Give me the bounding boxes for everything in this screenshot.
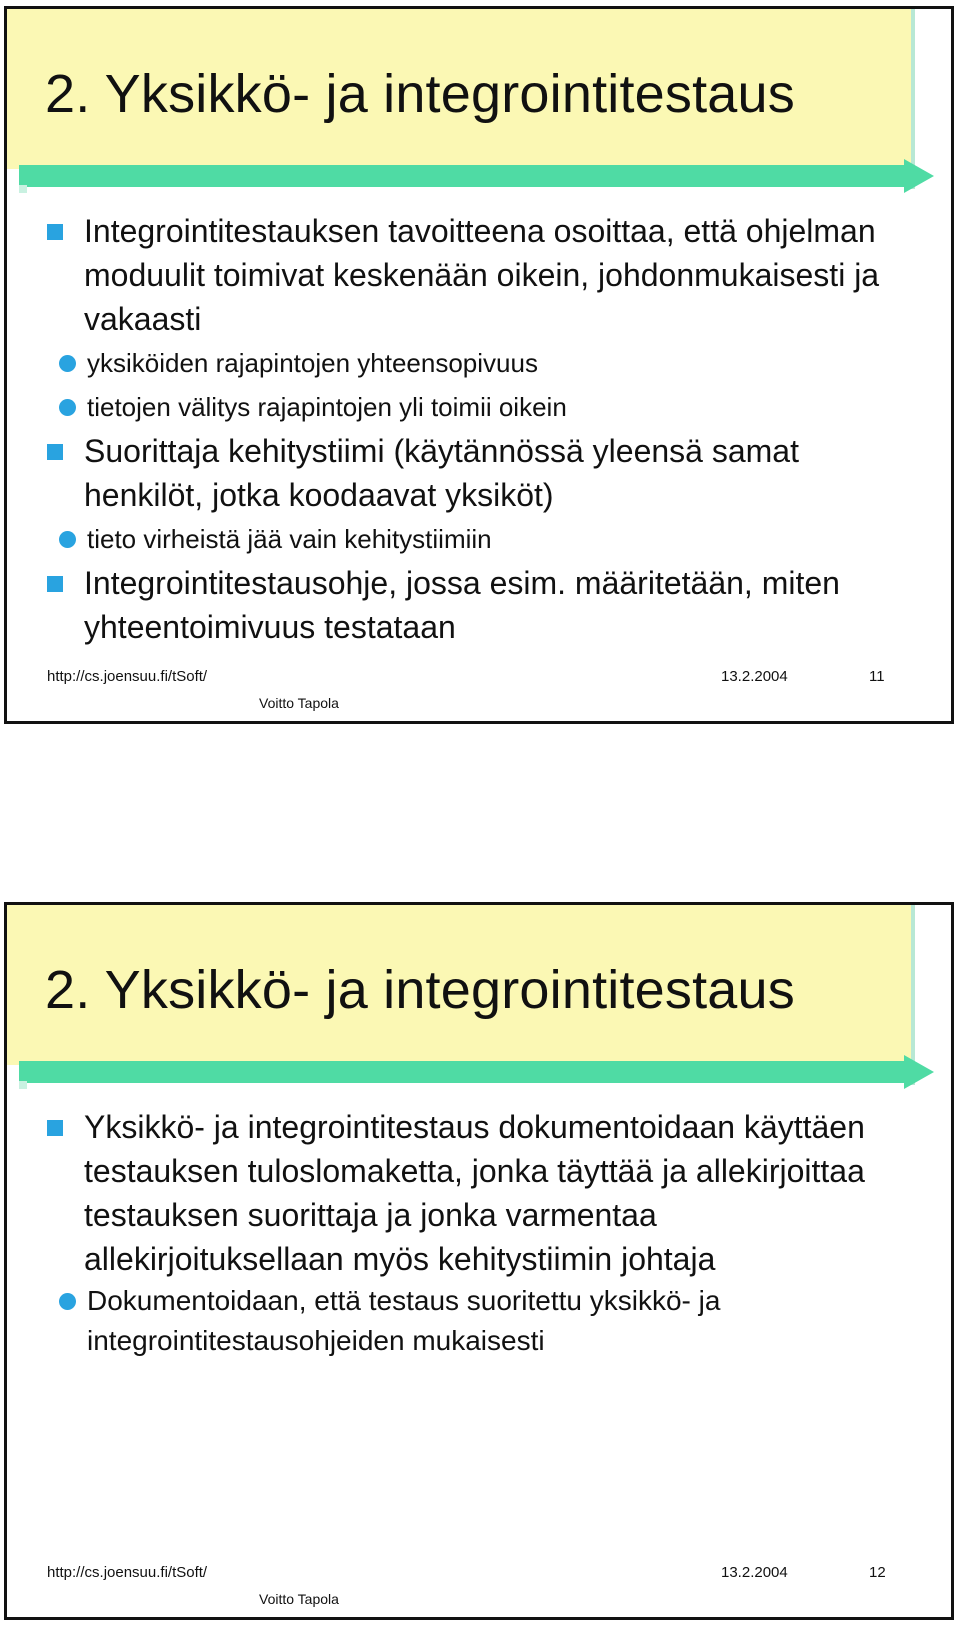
bullet-item bbox=[47, 561, 891, 649]
square-bullet-icon bbox=[47, 224, 63, 240]
footer-url: http://cs.joensuu.fi/tSoft/ bbox=[47, 1564, 208, 1581]
sub-bullet-item bbox=[47, 341, 891, 385]
footer-date: 13.2.2004 bbox=[721, 1564, 788, 1581]
square-bullet-icon bbox=[47, 444, 63, 460]
bullet-text: Integrointitestauksen tavoitteena osoittaa, että ohjelman moduulit toimivat keskenään oikein, johdonmukaisesti ja vakaasti bbox=[84, 213, 880, 337]
arrow-divider-icon bbox=[19, 157, 954, 195]
sub-bullet-item bbox=[47, 1281, 891, 1361]
sub-bullet-list bbox=[47, 1281, 891, 1361]
slide-title: 2. Yksikkö- ja integrointitestaus bbox=[45, 960, 795, 1020]
sub-bullet-text: Dokumentoidaan, että testaus suoritettu yksikkö- ja integrointitestausohjeiden mukaisesti bbox=[87, 1285, 721, 1356]
sub-bullet-text: tieto virheistä jää vain kehitystiimiin bbox=[87, 524, 492, 554]
slide-1 bbox=[4, 6, 954, 724]
slide-title: 2. Yksikkö- ja integrointitestaus bbox=[45, 64, 795, 124]
sub-bullet-item bbox=[47, 517, 891, 561]
bullet-item bbox=[47, 1105, 891, 1281]
slide-body bbox=[47, 209, 891, 649]
bullet-text: Suorittaja kehitystiimi (käytännössä yleensä samat henkilöt, jotka koodaavat yksiköt) bbox=[84, 433, 799, 513]
sub-bullet-text: yksiköiden rajapintojen yhteensopivuus bbox=[87, 348, 538, 378]
sub-bullet-list bbox=[47, 341, 891, 429]
sub-bullet-list bbox=[47, 517, 891, 561]
footer-url: http://cs.joensuu.fi/tSoft/ bbox=[47, 668, 208, 685]
bullet-item bbox=[47, 209, 891, 341]
bullet-item bbox=[47, 429, 891, 517]
round-bullet-icon bbox=[59, 399, 76, 416]
bullet-list bbox=[47, 1105, 891, 1361]
sub-bullet-text: tietojen välitys rajapintojen yli toimii oikein bbox=[87, 392, 567, 422]
round-bullet-icon bbox=[59, 1293, 76, 1310]
bullet-text: Integrointitestausohje, jossa esim. määritetään, miten yhteentoimivuus testataan bbox=[84, 565, 840, 645]
bullet-text: Yksikkö- ja integrointitestaus dokumentoidaan käyttäen testauksen tuloslomaketta, jonka täyttää ja allekirjoittaa testauksen suorittaja ja jonka varmentaa allekirjoituksellaan myös kehitystiimin johtaja bbox=[84, 1109, 865, 1277]
bullet-list bbox=[47, 209, 891, 649]
footer-author: Voitto Tapola bbox=[259, 1591, 339, 1607]
round-bullet-icon bbox=[59, 531, 76, 548]
square-bullet-icon bbox=[47, 1120, 63, 1136]
footer-page-number: 12 bbox=[869, 1564, 886, 1581]
sub-bullet-item bbox=[47, 385, 891, 429]
arrow-divider-icon bbox=[19, 1053, 954, 1091]
slide-body bbox=[47, 1105, 891, 1361]
footer-date: 13.2.2004 bbox=[721, 668, 788, 685]
square-bullet-icon bbox=[47, 576, 63, 592]
slide-2 bbox=[4, 902, 954, 1620]
footer-page-number: 11 bbox=[869, 668, 885, 685]
round-bullet-icon bbox=[59, 355, 76, 372]
footer-author: Voitto Tapola bbox=[259, 695, 339, 711]
